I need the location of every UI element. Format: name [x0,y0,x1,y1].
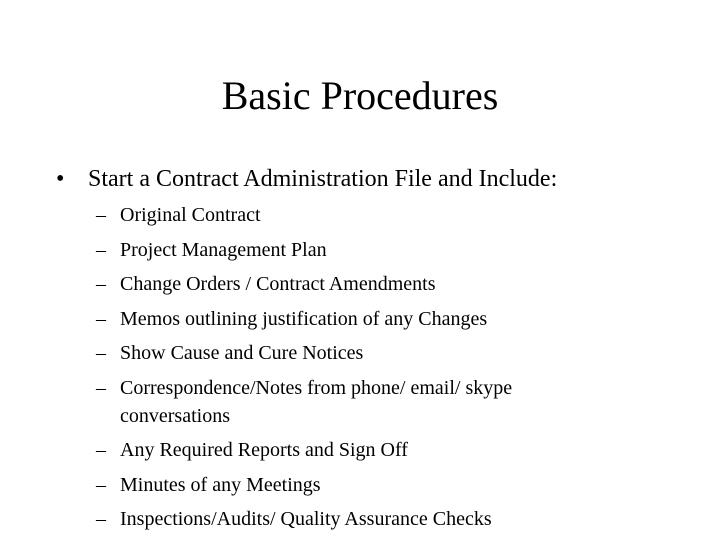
list-item [96,371,696,434]
list-item-text: Show Cause and Cure Notices [120,342,364,364]
dash-marker: – [96,273,106,295]
list-item-text: Inspections/Audits/ Quality Assurance Checks [120,508,492,530]
dash-marker: – [96,204,106,226]
list-item [96,198,696,233]
dash-marker: – [96,439,106,461]
list-item [96,233,696,268]
slide-title: Basic Procedures [221,73,499,118]
dash-marker: – [96,238,106,261]
list-item [96,433,696,468]
list-item [96,336,696,371]
list-item-text: Minutes of any Meetings [120,473,321,496]
list-item [96,502,696,537]
dash-marker: – [96,307,106,330]
list-item-text: Memos outlining justification of any Changes [120,307,488,330]
list-item-text: Correspondence/Notes from phone/ email/ skype conversations [120,376,513,427]
list-item [96,302,696,337]
list-item [96,468,696,503]
list-item-text: Project Management Plan [120,238,327,261]
list-item-text: Change Orders / Contract Amendments [120,273,436,295]
sub-bullet-list [96,198,696,537]
bullet-marker: • [56,166,65,192]
main-bullet [56,162,557,196]
dash-marker: – [96,342,106,364]
main-bullet-text: Start a Contract Administration File and Include: [88,166,558,192]
list-item-text: Original Contract [120,204,261,226]
list-item [96,267,696,302]
dash-marker: – [96,508,106,530]
dash-marker: – [96,376,106,399]
dash-marker: – [96,473,106,496]
list-item-text: Any Required Reports and Sign Off [120,439,408,461]
